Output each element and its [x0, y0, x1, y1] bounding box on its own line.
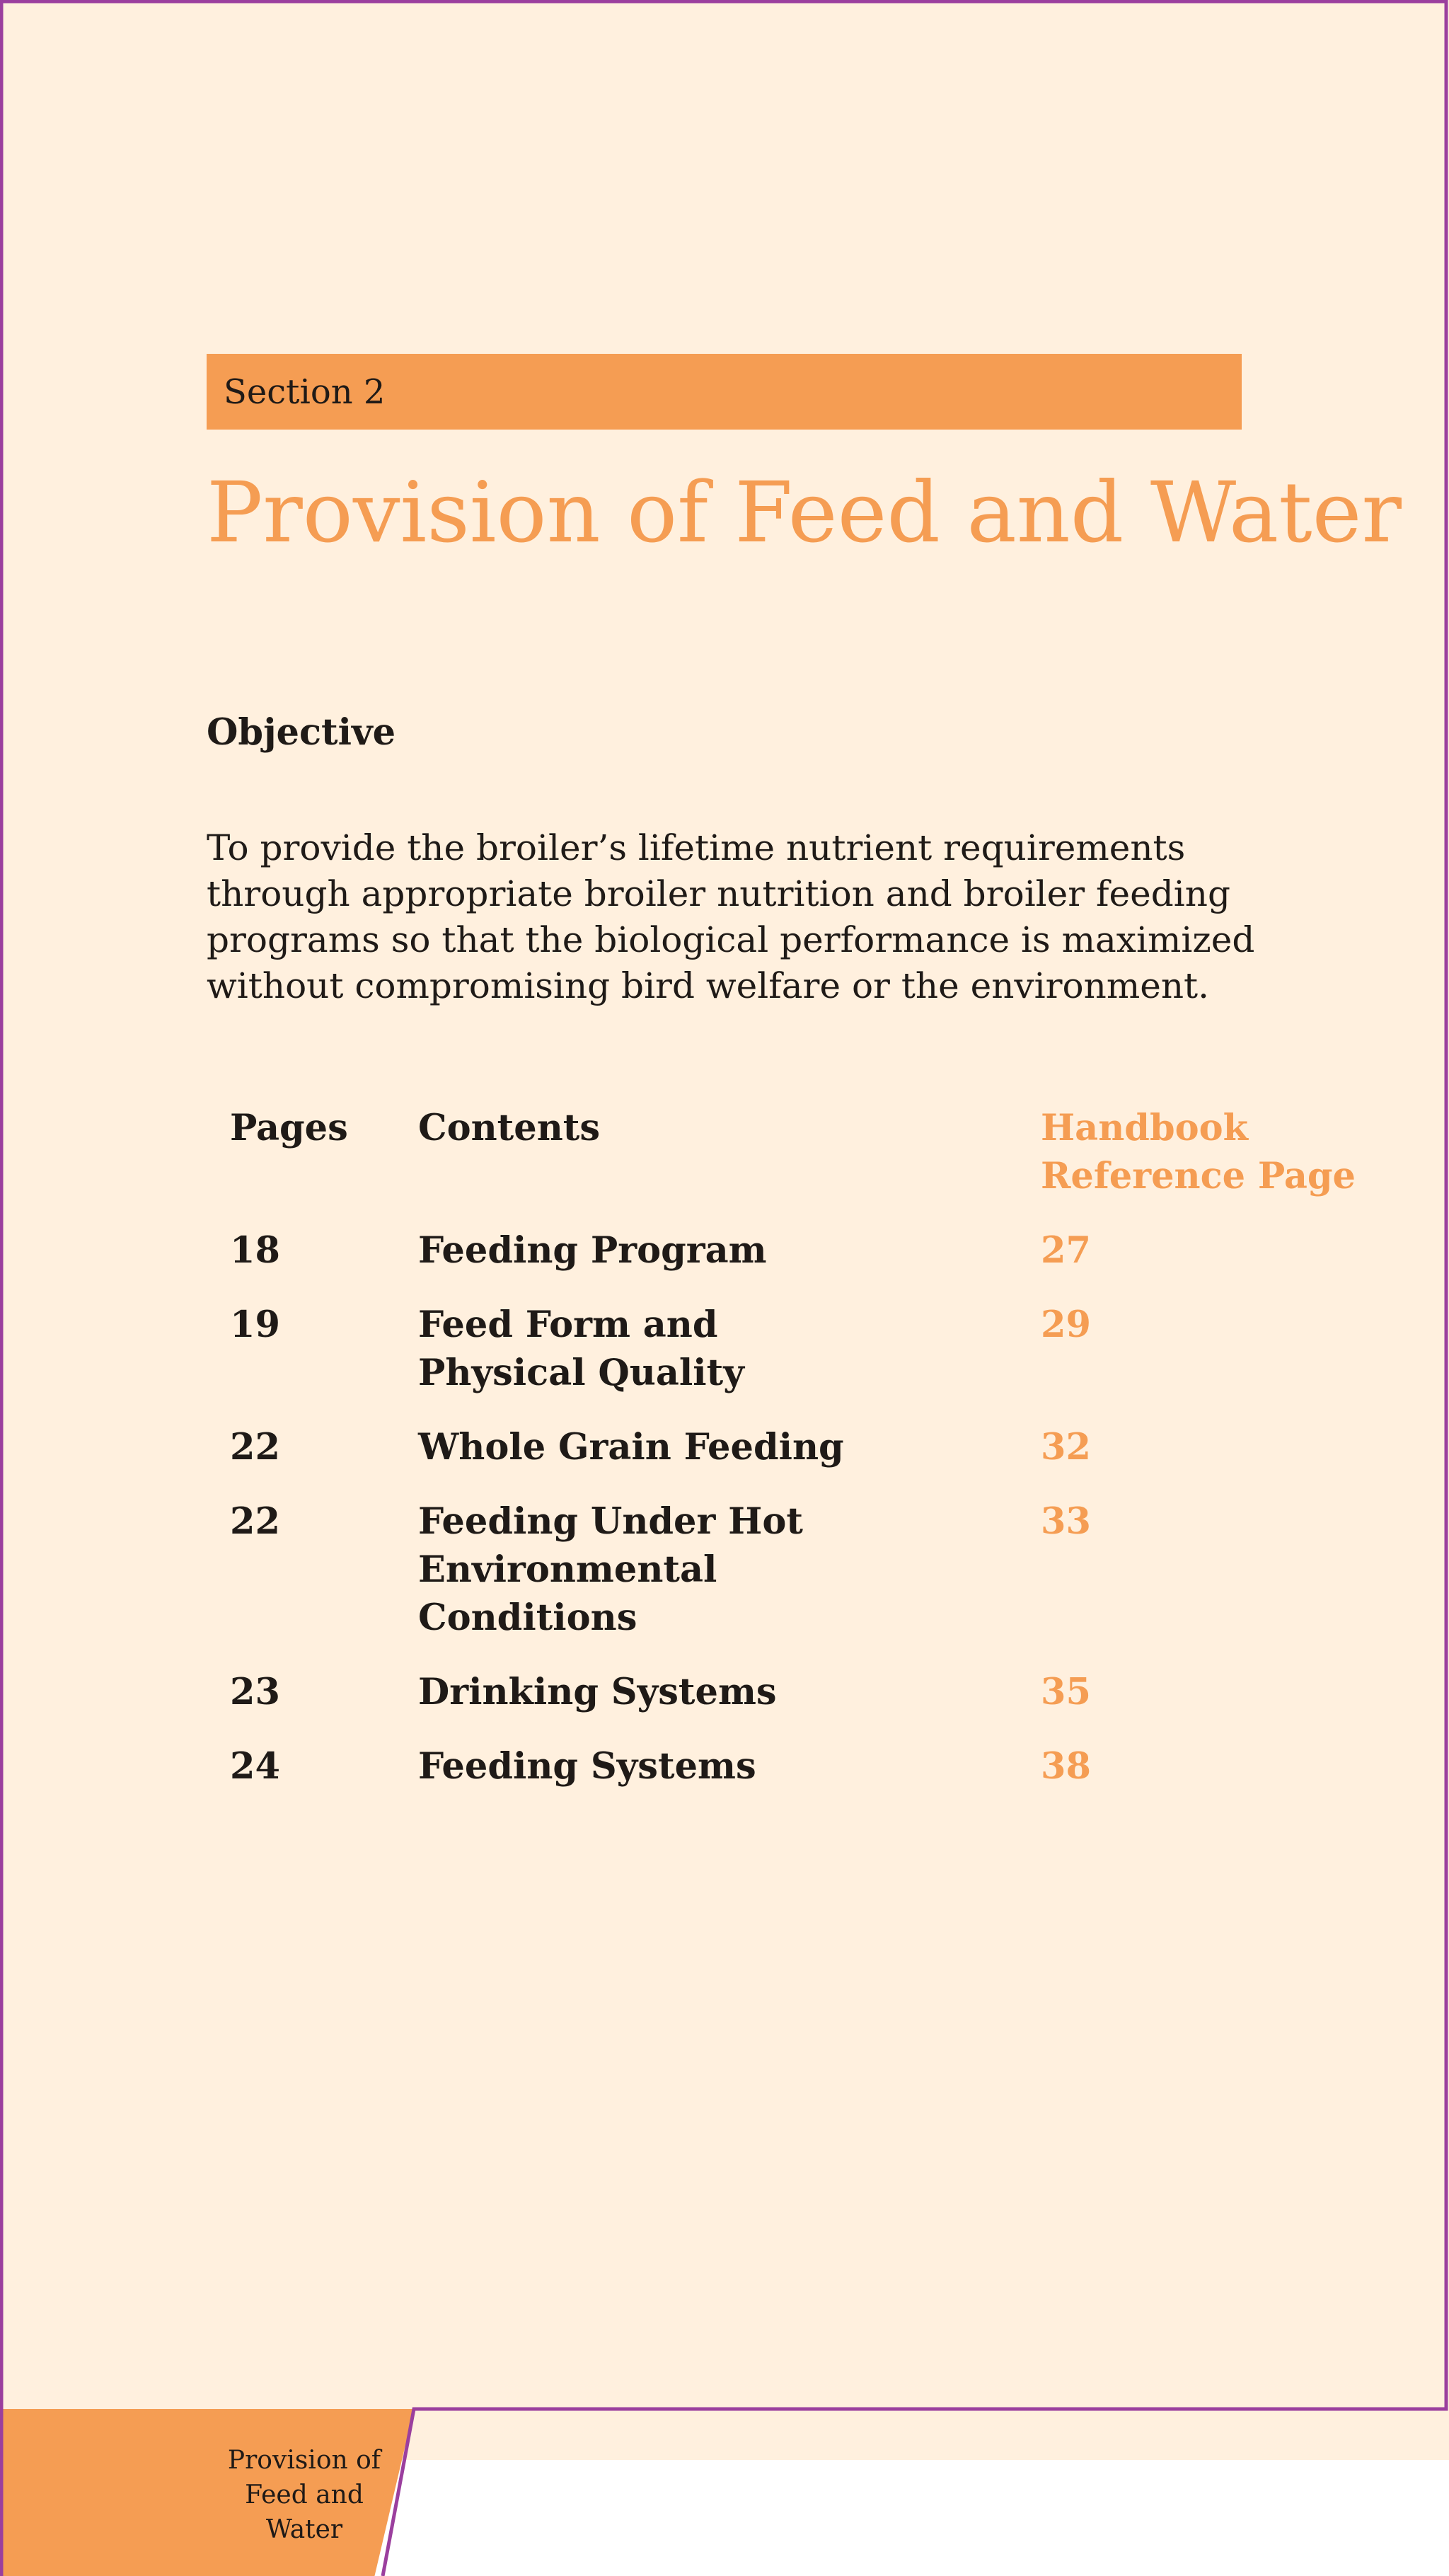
row-page-number: 22	[230, 1500, 280, 1543]
row-reference-page: 27	[1041, 1229, 1091, 1272]
page-title: Provision of Feed and Water	[207, 464, 1402, 561]
reference-header-line2: Reference Page	[1041, 1155, 1356, 1197]
row-page-number: 23	[230, 1671, 280, 1713]
row-page-number: 24	[230, 1745, 280, 1788]
row-reference-page: 38	[1041, 1745, 1091, 1788]
table-header-row	[230, 1104, 1362, 1200]
row-reference-page: 29	[1041, 1304, 1091, 1346]
table-row	[230, 1423, 1362, 1471]
row-page-number: 22	[230, 1426, 280, 1468]
row-reference-page: 32	[1041, 1426, 1091, 1468]
table-row	[230, 1226, 1362, 1275]
table-row	[230, 1497, 1362, 1642]
pages-header: Pages	[230, 1107, 348, 1149]
table-row	[230, 1301, 1362, 1397]
objective-text: To provide the broiler’s lifetime nutrient requirements through appropriate broiler nutrition and broiler feeding programs so that the biological performance is maximized without compromising bird welfare or the environment.	[207, 827, 1255, 1006]
reference-header-line1: Handbook	[1041, 1107, 1249, 1149]
tab-label-line2: Feed and	[245, 2480, 364, 2509]
row-page-number: 19	[230, 1304, 280, 1346]
tab-label-line3: Water	[265, 2515, 343, 2544]
row-title: Feed Form and Physical Quality	[418, 1304, 744, 1394]
row-title: Feeding Program	[418, 1229, 767, 1272]
contents-table	[230, 1104, 1362, 1817]
table-row	[230, 1742, 1362, 1790]
row-reference-page: 35	[1041, 1671, 1091, 1713]
row-title: Whole Grain Feeding	[418, 1426, 844, 1468]
reference-header	[1041, 1104, 1356, 1200]
objective-heading: Objective	[207, 711, 396, 754]
row-title: Feeding Under Hot Environmental Conditions	[418, 1500, 803, 1639]
row-reference-page: 33	[1041, 1500, 1091, 1543]
row-title: Drinking Systems	[418, 1671, 777, 1713]
tab-label	[219, 2443, 389, 2547]
tab-label-line1: Provision of	[227, 2446, 381, 2475]
row-page-number: 18	[230, 1229, 280, 1272]
table-row	[230, 1668, 1362, 1716]
row-title: Feeding Systems	[418, 1745, 756, 1788]
section-label: Section 2	[224, 372, 386, 412]
contents-header: Contents	[418, 1107, 601, 1149]
section-bar	[207, 354, 1242, 430]
